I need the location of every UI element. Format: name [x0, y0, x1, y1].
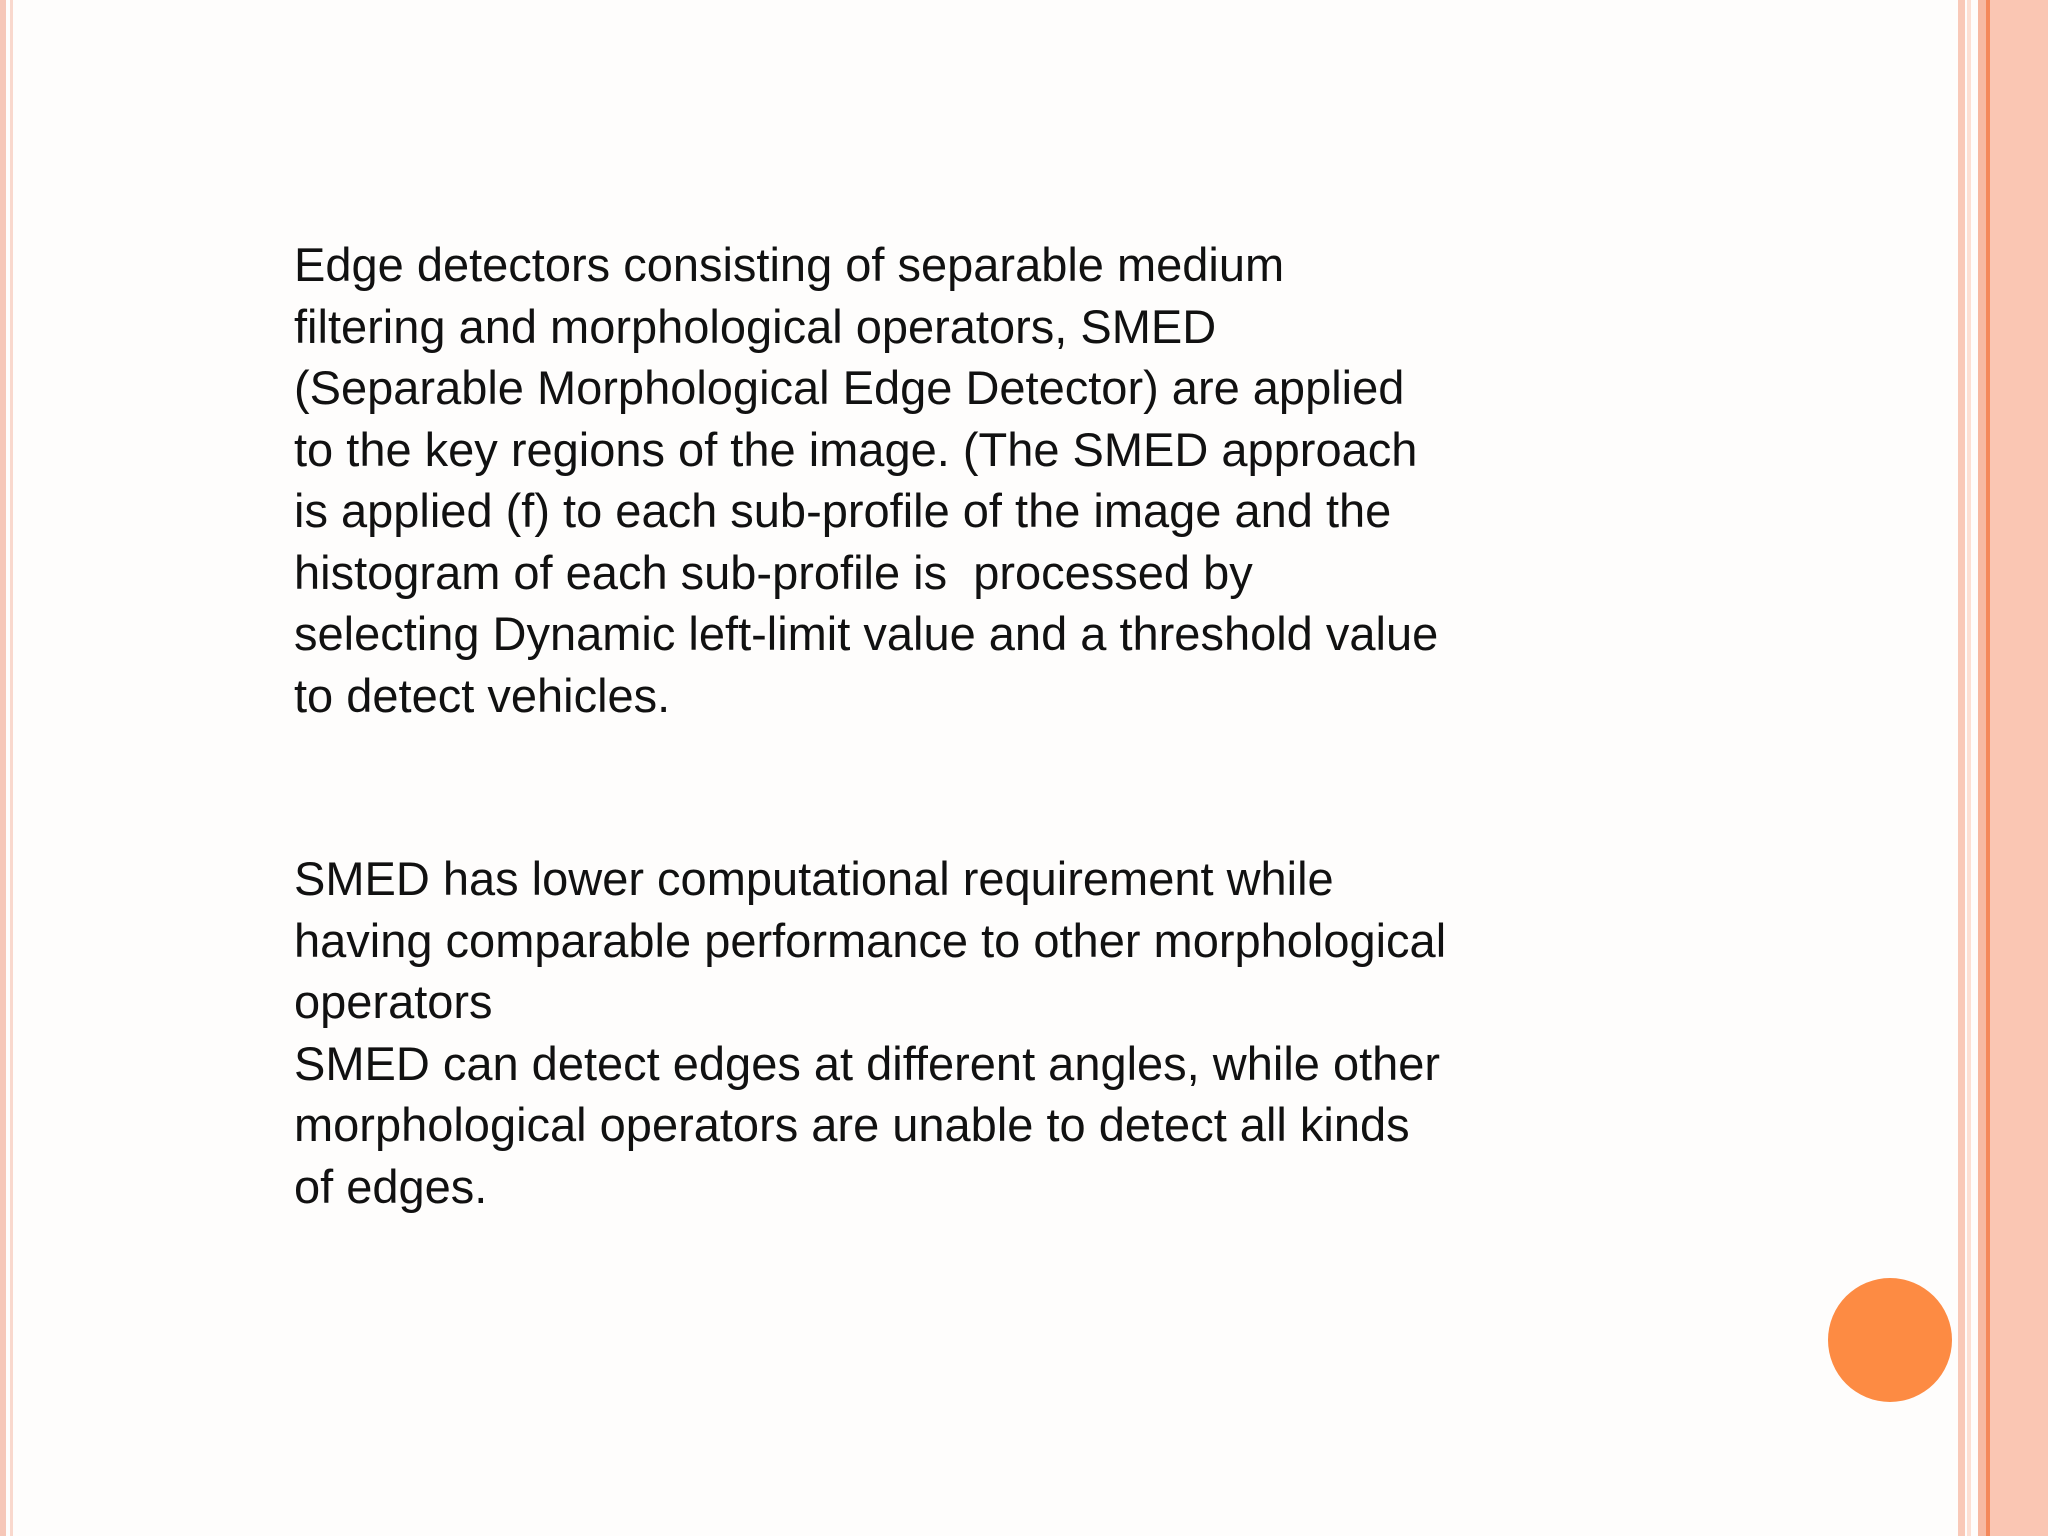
right-border-band-wide [1990, 0, 2048, 1536]
right-border-band-mid [1978, 0, 1986, 1536]
body-paragraph-1: Edge detectors consisting of separable medium filtering and morphological operators, SMED (Separable Morphological Edge Detector) are applied to the key regions of the image. (The SMED approach is applied (f) to each sub-profile of the image and the histogram of each sub-profile is processed by selecting Dynamic left-limit value and a threshold value to detect vehicles. [294, 238, 1439, 722]
left-border-line-inner [10, 0, 13, 1536]
right-border-band-light [1967, 0, 1971, 1536]
left-border-line [0, 0, 6, 1536]
right-border-band [1958, 0, 1965, 1536]
decorative-circle-icon [1828, 1278, 1952, 1402]
body-paragraph-2: SMED has lower computational requirement while having comparable performance to other morphological operators SMED can detect edges at different angles, while other morphological operators are unable to detect all kinds of edges. [294, 852, 1447, 1213]
